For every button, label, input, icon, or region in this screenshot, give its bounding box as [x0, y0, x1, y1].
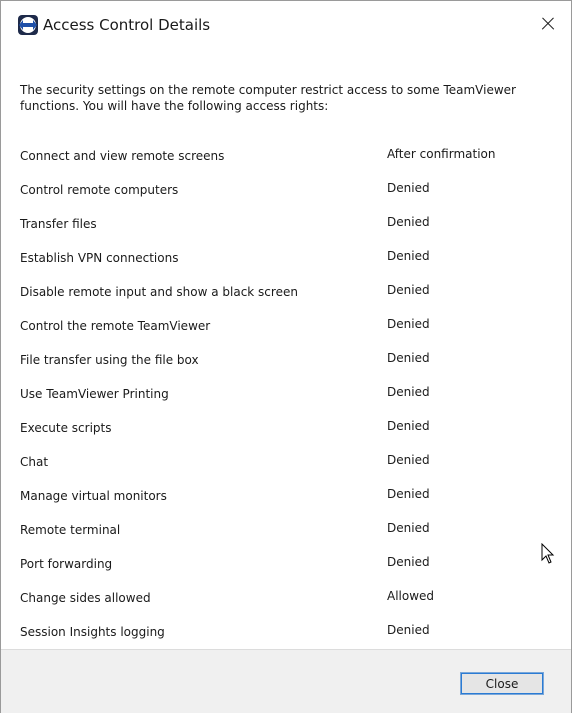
intro-text: The security settings on the remote computer restrict access to some TeamViewer functions. You will have the following access rights: [20, 83, 516, 113]
access-right-label: Manage virtual monitors [20, 489, 167, 503]
access-right-row [1, 615, 571, 649]
access-right-row [1, 207, 571, 241]
access-right-value: Denied [387, 283, 430, 297]
access-right-value: Denied [387, 215, 430, 229]
access-right-value: Denied [387, 521, 430, 535]
access-right-row [1, 241, 571, 275]
access-right-label: File transfer using the file box [20, 353, 199, 367]
close-button[interactable]: Close [460, 672, 544, 695]
access-right-value: Denied [387, 317, 430, 331]
access-right-value: Denied [387, 453, 430, 467]
access-right-label: Remote terminal [20, 523, 121, 537]
access-right-label: Chat [20, 455, 49, 469]
teamviewer-logo-icon [18, 15, 38, 35]
access-right-label: Transfer files [20, 217, 97, 231]
access-right-label: Control remote computers [20, 183, 179, 197]
access-right-value: Denied [387, 351, 430, 365]
access-right-label: Connect and view remote screens [20, 149, 225, 163]
access-right-row [1, 445, 571, 479]
access-right-value: Denied [387, 623, 430, 637]
access-right-label: Control the remote TeamViewer [20, 319, 211, 333]
access-right-row [1, 275, 571, 309]
access-right-value: Denied [387, 555, 430, 569]
access-right-row [1, 479, 571, 513]
access-right-row [1, 547, 571, 581]
access-right-label: Execute scripts [20, 421, 112, 435]
access-right-value: Allowed [387, 589, 435, 603]
access-right-value: Denied [387, 487, 430, 501]
dialog-footer [1, 649, 571, 713]
access-right-row [1, 139, 571, 173]
access-right-value: Denied [387, 385, 430, 399]
access-right-label: Establish VPN connections [20, 251, 179, 265]
access-right-row [1, 343, 571, 377]
access-right-label: Session Insights logging [20, 625, 165, 639]
access-right-label: Disable remote input and show a black screen [20, 285, 298, 299]
access-right-row [1, 377, 571, 411]
dialog-title: Access Control Details [43, 16, 211, 34]
access-right-row [1, 581, 571, 615]
access-right-value: Denied [387, 181, 430, 195]
access-right-row [1, 411, 571, 445]
access-right-row [1, 173, 571, 207]
access-right-row [1, 309, 571, 343]
access-right-label: Use TeamViewer Printing [20, 387, 169, 401]
close-icon[interactable] [533, 9, 563, 39]
access-right-value: After confirmation [387, 147, 496, 161]
access-right-value: Denied [387, 249, 430, 263]
access-right-label: Port forwarding [20, 557, 113, 571]
access-rights-list [1, 139, 571, 649]
title-bar[interactable] [1, 1, 571, 49]
access-right-value: Denied [387, 419, 430, 433]
access-right-row [1, 513, 571, 547]
mouse-cursor-icon [541, 543, 555, 565]
access-right-label: Change sides allowed [20, 591, 151, 605]
